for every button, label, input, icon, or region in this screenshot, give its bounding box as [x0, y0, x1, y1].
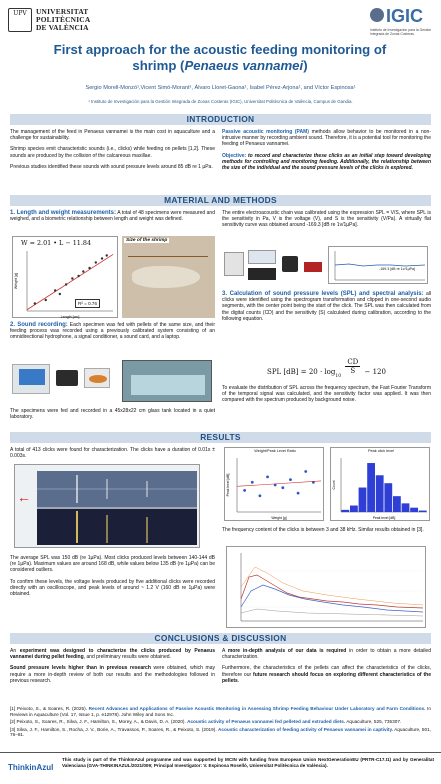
- data-point: [45, 299, 47, 301]
- results-right-text: [222, 527, 431, 533]
- introduction-heading: INTRODUCTION: [10, 114, 431, 125]
- trend-line: [237, 481, 321, 486]
- data-point: [106, 254, 108, 256]
- conclusions-right: [222, 648, 431, 684]
- pam-text: methods allow behavior to be monitored in a non-intrusive manner by recording ambient sound. Therefore, it is a potential tool for monitoring the feeding of Penaeus vannamei.: [222, 129, 431, 148]
- intro-paragraph-1: The management of the feed in Penaeus vannamei is the main cost in aquaculture and a challenge for sustainability.: [10, 129, 215, 142]
- shrimp-pellet-shape: [89, 375, 107, 383]
- conclusion-4: [222, 665, 431, 684]
- conclusions-left: [10, 648, 215, 684]
- results-paragraph-4: The frequency content of the clicks is between 3 and 38 kHz. Similar results obtained in [3].: [222, 527, 424, 533]
- intro-left-column: [10, 129, 215, 170]
- data-point: [251, 481, 254, 484]
- conclusion-2-bold: Sound pressure levels higher than in previous research: [10, 665, 151, 672]
- title-line-2: [20, 58, 420, 74]
- upv-emblem-icon: UPV: [8, 8, 32, 32]
- hydrophone-photo: [224, 252, 244, 276]
- peak-histogram-chart: [330, 447, 430, 521]
- weight-equation: W = 2.01 • L − 11.84: [21, 239, 92, 247]
- results-heading: RESULTS: [10, 432, 431, 443]
- data-point: [289, 478, 292, 481]
- ref-2-source: Aquaculture, 525, 735307.: [345, 719, 402, 725]
- spl-eq-left: SPL [dB] = 20 · log: [267, 367, 336, 376]
- spl-eq-denominator: S: [350, 367, 356, 375]
- reference-2: [10, 719, 431, 725]
- sensitivity-label: -169.3 [dB re 1v/1µPa]: [379, 267, 416, 271]
- footer-divider: [0, 752, 441, 753]
- ref-3-source: Aquaculture, 501, 76–81.: [10, 726, 431, 738]
- conclusion-1-bold: experiment was designed to characterize the clicks produced by Penaeus vannamei during pellet feeding: [10, 648, 215, 661]
- weight-peak-title: Weight/Peak Level Ratio: [254, 449, 296, 453]
- conclusion-2: [10, 665, 215, 684]
- method-1: [10, 210, 215, 222]
- upv-line-1: UNIVERSITAT: [36, 7, 89, 16]
- sound-card-photo: [56, 370, 78, 386]
- intro-paragraph-4: [222, 129, 431, 148]
- spectrum-figure: [226, 546, 426, 628]
- sensitivity-plot: [329, 247, 429, 285]
- histogram-bar: [376, 475, 384, 512]
- histogram-bar: [384, 483, 392, 512]
- peak-histogram-plot: [331, 448, 431, 522]
- histogram-title: Peak click level: [368, 449, 394, 453]
- igic-globe-icon: [370, 8, 384, 22]
- poster-title: [20, 42, 420, 74]
- spl-eq-right: − 120: [364, 367, 386, 376]
- tank-water: [131, 375, 205, 395]
- histogram-bar: [393, 496, 401, 512]
- conclusion-2-post: were obtained, which may require a more in-depth review of both our results and the methodologies followed in previous research.: [10, 665, 216, 684]
- conclusion-3-post: in order to obtain a more detailed characterization.: [222, 648, 431, 661]
- ref-2-authors: [2] Peixoto, S., Soares, R., Silva, J. F., Hamilton, S., Morey, A., & Davis, D. A. (2020).: [10, 719, 188, 725]
- spl-eq-log-base: 10: [335, 373, 342, 379]
- conclusions-heading: CONCLUSIONS & DISCUSSION: [10, 633, 431, 644]
- data-point: [71, 277, 73, 279]
- upv-name: [36, 8, 90, 33]
- title-suffix: ): [303, 58, 308, 73]
- method-3-body: all clicks were identified using the spectrogram transformation and clipped in one-second audio segments, with the center point being the start of the click. The SPL was then calculated from the digital counts (CD) and the sensitivity (S) calculated during calibration, according to the following equation.: [222, 291, 431, 322]
- ref-1-source: In Reviews in Aquaculture (Vol. 17, Issue 1, p. e12978). John Wiley and Sons Inc.: [10, 706, 431, 717]
- data-point: [88, 267, 90, 269]
- glass-tank-photo: [122, 360, 212, 402]
- ref-3-title: Acoustic characterization of feeding activity of Penaeus vannamei in captivity.: [218, 726, 394, 732]
- sound-card-icon: [304, 262, 322, 272]
- upv-logo: [8, 6, 128, 36]
- objective-label: Objective:: [222, 152, 247, 159]
- shrimp-size-label: Size of the shrimp: [126, 238, 168, 243]
- results-paragraph-2: The average SPL was 150 dB (re 1µPa). Most clicks produced levels between 140-144 dB (re 1µPa). Maximum values are around 168 dB, while values below 135 dB (re 1µPa) can be considered outliers.: [10, 555, 215, 574]
- references: [10, 706, 431, 738]
- igic-name: IGIC: [386, 6, 424, 26]
- method-2-tank-text: The specimens were fed and recorded in a 45x28x22 cm glass tank located in a quiet laboratory.: [10, 408, 215, 421]
- method-2-title: 2. Sound recording:: [10, 322, 68, 328]
- reference-3: [10, 727, 431, 738]
- spl-equation: [222, 358, 431, 380]
- ruler-line: [128, 256, 208, 257]
- data-point: [82, 270, 84, 272]
- data-point: [54, 289, 56, 291]
- results-left-top: [10, 447, 215, 459]
- calibration-text: The entire electroacoustic chain was calibrated using the expression SPL = V/S, where SPL is the sensitivity in Pa, V is the voltage (V), and S is the sensitivity (V/Pa). A virtually flat sensitivity curve was obtained around -169.3 [dB re 1v/1µPa].: [222, 210, 431, 229]
- method-2-body: Each specimen was fed with pellets of the same size, and their feeding process was recorded using a previously calibrated system consisting of an omnidirectional hydrophone, a signal conditioner, a sound card, and a laptop.: [10, 322, 215, 341]
- spectrum-plot: [227, 547, 427, 629]
- results-left-mid: [10, 555, 215, 597]
- method-3b: [222, 385, 431, 404]
- ref-2-title: Acoustic activity of Penaeus vannamei fed pelleted and extruded diets.: [187, 719, 346, 725]
- laptop-photo: [12, 364, 50, 394]
- intro-paragraph-2: Shrimp species emit characteristic sounds (i.e., clicks) while feeding on pellets [1,2]. These sounds are produced by the collision of the calcareous maxillae.: [10, 146, 215, 159]
- shrimp-size-photo: [122, 236, 215, 318]
- title-prefix: shrimp (: [132, 58, 185, 73]
- data-point: [101, 257, 103, 259]
- conclusion-4-pre: Furthermore, the characteristics of the pellets can affect the characteristics of the clicks, therefore our: [222, 665, 431, 678]
- method-2: [10, 322, 215, 341]
- objective-paragraph: [222, 153, 431, 172]
- title-species: Penaeus vannamei: [184, 58, 304, 73]
- sensitivity-curve: [328, 246, 428, 284]
- r-squared-label: R² = 0.76: [75, 299, 100, 308]
- funding-statement: This study is part of the ThinkInAzul programme and was supported by MCIN with funding from European Union NextGenerationEU (PRTR-C17.I1) and by Generalitat Valenciana (GVA-THINKINAZUL/2021/009; Principal Investigator: V. Espinosa Roselló, Universitat Politècnica de València).: [62, 757, 434, 768]
- method-3-title: 3. Calculation of sound pressure levels (SPL) and spectral analysis:: [222, 291, 424, 297]
- method-2b: [10, 408, 215, 420]
- conclusion-1-pre: An: [10, 648, 20, 654]
- fit-line: [27, 254, 113, 309]
- ref-3-authors: [3] Silva, J. F., Hamilton, S., Rocha, J. V., Borie, A., Travassos, P., Soares, R., & Peixoto, S. (2019).: [10, 726, 219, 732]
- data-point: [34, 302, 36, 304]
- histogram-bar: [367, 463, 375, 512]
- x-axis-label: Length [cm]: [60, 315, 80, 319]
- upv-line-3: DE VALÈNCIA: [36, 23, 89, 33]
- ref-1-authors: [1] Peixoto, S., & Soares, R. (2025).: [10, 706, 89, 711]
- y-axis-label: Weight [g]: [14, 272, 18, 290]
- objective-text: to record and characterize these clicks as an initial step toward developing methods for controlling and monitoring feeding. Additionally, the relationship between the size of the individual and the sound pressure levels of the clicks is explored.: [222, 152, 431, 172]
- method-1-title: 1. Length and weight measurements:: [10, 210, 116, 216]
- conclusion-3: [222, 648, 431, 660]
- igic-logo: [370, 6, 436, 38]
- histogram-bar: [402, 503, 410, 512]
- intro-paragraph-3: Previous studies identified these sounds with sound pressure levels around 85 dB re 1 µPa.: [10, 163, 213, 170]
- recording-setup-figure: [12, 360, 214, 404]
- igic-subtitle: Instituto de Investigación para la Gestión Integrada de Zonas Costeras: [370, 28, 432, 36]
- length-weight-plot: [13, 237, 119, 319]
- reference-1: [10, 706, 431, 717]
- method-3-text: [222, 291, 431, 322]
- data-point: [65, 283, 67, 285]
- upv-line-2: POLITÈCNICA: [36, 15, 91, 25]
- spl-eq-numerator: CD: [347, 358, 359, 366]
- y-axis-label: Peak level [dB]: [226, 473, 230, 497]
- signal-conditioner-photo: [282, 256, 298, 272]
- conclusion-3-pre: A: [222, 648, 228, 654]
- histogram-bar: [410, 508, 418, 512]
- waveform-plot: [37, 471, 197, 545]
- title-line-1: First approach for the acoustic feeding monitoring of: [53, 42, 387, 57]
- data-point: [297, 492, 300, 495]
- method-3: [222, 291, 431, 322]
- pam-term: Passive acoustic monitoring (PAM): [222, 129, 309, 135]
- fft-text: To evaluate the distribution of SPL across the frequency spectrum, the Fast Fourier Transform of the temporal signal was calculated, and the sensitivity factor was applied. It was then compared with the spectrum produced by background noise.: [222, 385, 431, 404]
- histogram-bar: [359, 488, 367, 512]
- results-paragraph-1: A total of 413 clicks were found for characterization. The clicks have a duration of 0.01s ± 0.003s.: [10, 447, 215, 460]
- conclusion-4-post: .: [237, 677, 240, 684]
- intro-right-column: [222, 129, 431, 171]
- length-weight-chart: [12, 236, 118, 318]
- calibration-text-block: [222, 210, 431, 229]
- data-point: [281, 486, 284, 489]
- histogram-bar: [341, 510, 349, 512]
- shrimp-shape: [132, 266, 200, 288]
- ref-1-title: Recent Advances and Applications of Passive Acoustic Monitoring in Assessing Shrimp Feeding Behaviour Under Laboratory and Farm Conditions.: [88, 706, 426, 711]
- thinkinazul-logo: ThinkinAzul: [8, 763, 54, 772]
- conclusion-3-bold: more in-depth analysis of our data is required: [227, 648, 347, 654]
- method-1-body: A total of 48 specimens were measured and weighed, and a biometric relationship between length and weight was defined.: [10, 210, 215, 223]
- x-axis-label: Peak level [dB]: [372, 516, 396, 520]
- data-point: [304, 470, 307, 473]
- arrow-left-icon: ←: [17, 489, 31, 505]
- laptop-screen: [19, 369, 45, 385]
- spl-eq-fraction: [345, 358, 360, 375]
- weight-peak-plot: [225, 448, 325, 522]
- spectrogram-panel: [37, 471, 197, 545]
- conclusion-1: [10, 648, 215, 660]
- signal-generator-photo: [248, 268, 276, 280]
- histogram-bar: [350, 506, 358, 512]
- histogram-bar: [419, 511, 427, 512]
- conclusion-4-bold: future research should focus on exploring different characteristics of the pellets: [222, 671, 431, 684]
- weight-peak-chart: [224, 447, 324, 521]
- conclusion-1-post: , and preliminary results were obtained.: [83, 654, 171, 661]
- laptop-icon: [248, 250, 276, 264]
- results-paragraph-3: To confirm these levels, the voltage levels produced by five additional clicks were recorded directly with an oscilloscope, and peak levels of around ~ 1.2 V (160 dB re 1µPa) were obtained.: [10, 578, 215, 598]
- data-point: [59, 293, 61, 295]
- method-1-text: [10, 210, 215, 222]
- data-point: [77, 275, 79, 277]
- data-point: [95, 261, 97, 263]
- affiliation: ¹ Instituto de Investigación para la Gestión Integrada de Zonas Costeras (IGIC), Universitat Politècnica de València, Campus de Gandia.: [88, 99, 353, 104]
- calibration-figure: [224, 246, 429, 286]
- authors: Sergio Morell-Monzó¹,Vicent Simó-Morant¹, Álvaro Lloret-Gaona¹, Isabel Pérez-Arjona¹, and Víctor Espinosa¹: [85, 85, 356, 91]
- methods-heading: MATERIAL AND METHODS: [10, 195, 431, 206]
- x-axis-label: Weight [g]: [271, 516, 287, 520]
- data-point: [243, 489, 246, 492]
- data-point: [266, 476, 269, 479]
- y-axis-label: Count: [332, 480, 336, 490]
- method-2-text: [10, 322, 215, 341]
- data-point: [259, 494, 262, 497]
- spectrogram-figure: [14, 464, 200, 548]
- pellets-photo: [84, 368, 110, 388]
